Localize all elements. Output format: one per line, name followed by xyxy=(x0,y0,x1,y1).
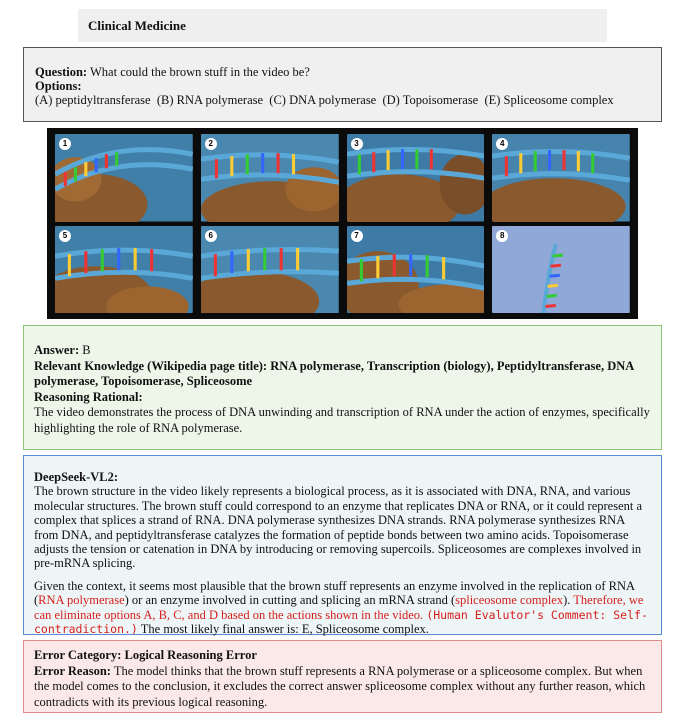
answer-label: Answer: xyxy=(34,343,80,357)
model-response-box xyxy=(23,455,662,635)
reasoning-rational-label: Reasoning Rational: xyxy=(34,389,143,404)
question-line xyxy=(35,65,650,79)
frame-number: 7 xyxy=(351,230,363,242)
model-name: DeepSeek-VL2: xyxy=(34,470,119,484)
relevant-knowledge: Relevant Knowledge (Wikipedia page title): RNA polymerase, Transcription (biology), Peptidyltransferase, DNA polymerase, Topoisomerase, Spliceosome xyxy=(34,358,634,388)
category-title: Clinical Medicine xyxy=(88,18,186,33)
answer-value: B xyxy=(82,343,91,357)
question-label: Question: xyxy=(35,65,88,79)
options-label: Options: xyxy=(35,79,82,93)
model-conclusion-paragraph: Given the context, it seems most plausible that the brown stuff represents an enzyme involved in the replication of RNA (RNA polymerase) or an enzyme involved in cutting and splicing an mRNA strand (spliceosome complex). Therefore, we can eliminate options A, B, C, and D based on the actions shown in the video. (Human Evalutor's Comment: Self-contradiction.) The most likely final answer is: E, Spliceosome complex. xyxy=(34,578,648,637)
options-text: (A) peptidyltransferase (B) RNA polymerase (C) DNA polymerase (D) Topoisomerase (E) Spliceosome complex xyxy=(35,93,614,107)
answer-line xyxy=(34,343,651,359)
frame-number: 4 xyxy=(496,138,508,150)
frame-number: 5 xyxy=(59,230,71,242)
error-reason xyxy=(34,664,651,711)
video-frame xyxy=(201,226,339,314)
question-box xyxy=(23,47,662,122)
error-reason-text: The model thinks that the brown stuff represents a RNA polymerase or a spliceosome complex. But when the model comes to the conclusion, it excludes the correct answer spliceosome complex without any further reason, which contradicts with its previous logical reasoning. xyxy=(34,663,646,709)
video-frame xyxy=(55,134,193,222)
video-frame xyxy=(201,134,339,222)
question-text: What could the brown stuff in the video be? xyxy=(90,65,310,79)
contradiction-text: Therefore, we can eliminate options A, B, C, and D based on the actions shown in the video. xyxy=(34,593,644,622)
error-box xyxy=(23,640,662,713)
video-frames-grid xyxy=(47,128,638,319)
highlight-rna-polymerase: RNA polymerase xyxy=(38,593,125,608)
error-category: Error Category: Logical Reasoning Error xyxy=(34,648,257,662)
frame-number: 2 xyxy=(205,138,217,150)
error-reason-label: Error Reason: xyxy=(34,663,111,678)
video-frame xyxy=(492,226,630,314)
frame-number: 6 xyxy=(205,230,217,242)
answer-box xyxy=(23,325,662,450)
reasoning-rational-text: The video demonstrates the process of DNA unwinding and transcription of RNA under the action of enzymes, specifically highlighting the role of RNA polymerase. xyxy=(34,405,650,435)
final-answer-text: The most likely final answer is: E, Spliceosome complex. xyxy=(140,622,429,637)
category-header xyxy=(78,9,607,42)
video-frame xyxy=(347,226,485,314)
video-frame xyxy=(55,226,193,314)
frame-number: 8 xyxy=(496,230,508,242)
evaluator-comment: (Human Evalutor's Comment: Self-contradiction.) xyxy=(34,607,648,637)
frame-number: 3 xyxy=(351,138,363,150)
video-frame xyxy=(347,134,485,222)
video-frame xyxy=(492,134,630,222)
model-response-paragraph: The brown structure in the video likely represents a biological process, as it is associated with DNA, RNA, and various molecular structures. The brown stuff could correspond to an enzyme that replicates DNA or RNA, or it could represent a complex that splices a strand of RNA. DNA polymerase synthesizes DNA strands. RNA polymerase synthesizes RNA from DNA, and peptidyltransferase catalyzes the formation of peptide bonds between two amino acids. Topoisomerase adjusts the tension or catenation in DNA by introducing or removing supercoils. Spliceosomes are complexes involved in pre-mRNA splicing. xyxy=(34,484,643,571)
highlight-spliceosome: spliceosome complex xyxy=(455,593,564,608)
frame-number: 1 xyxy=(59,138,71,150)
